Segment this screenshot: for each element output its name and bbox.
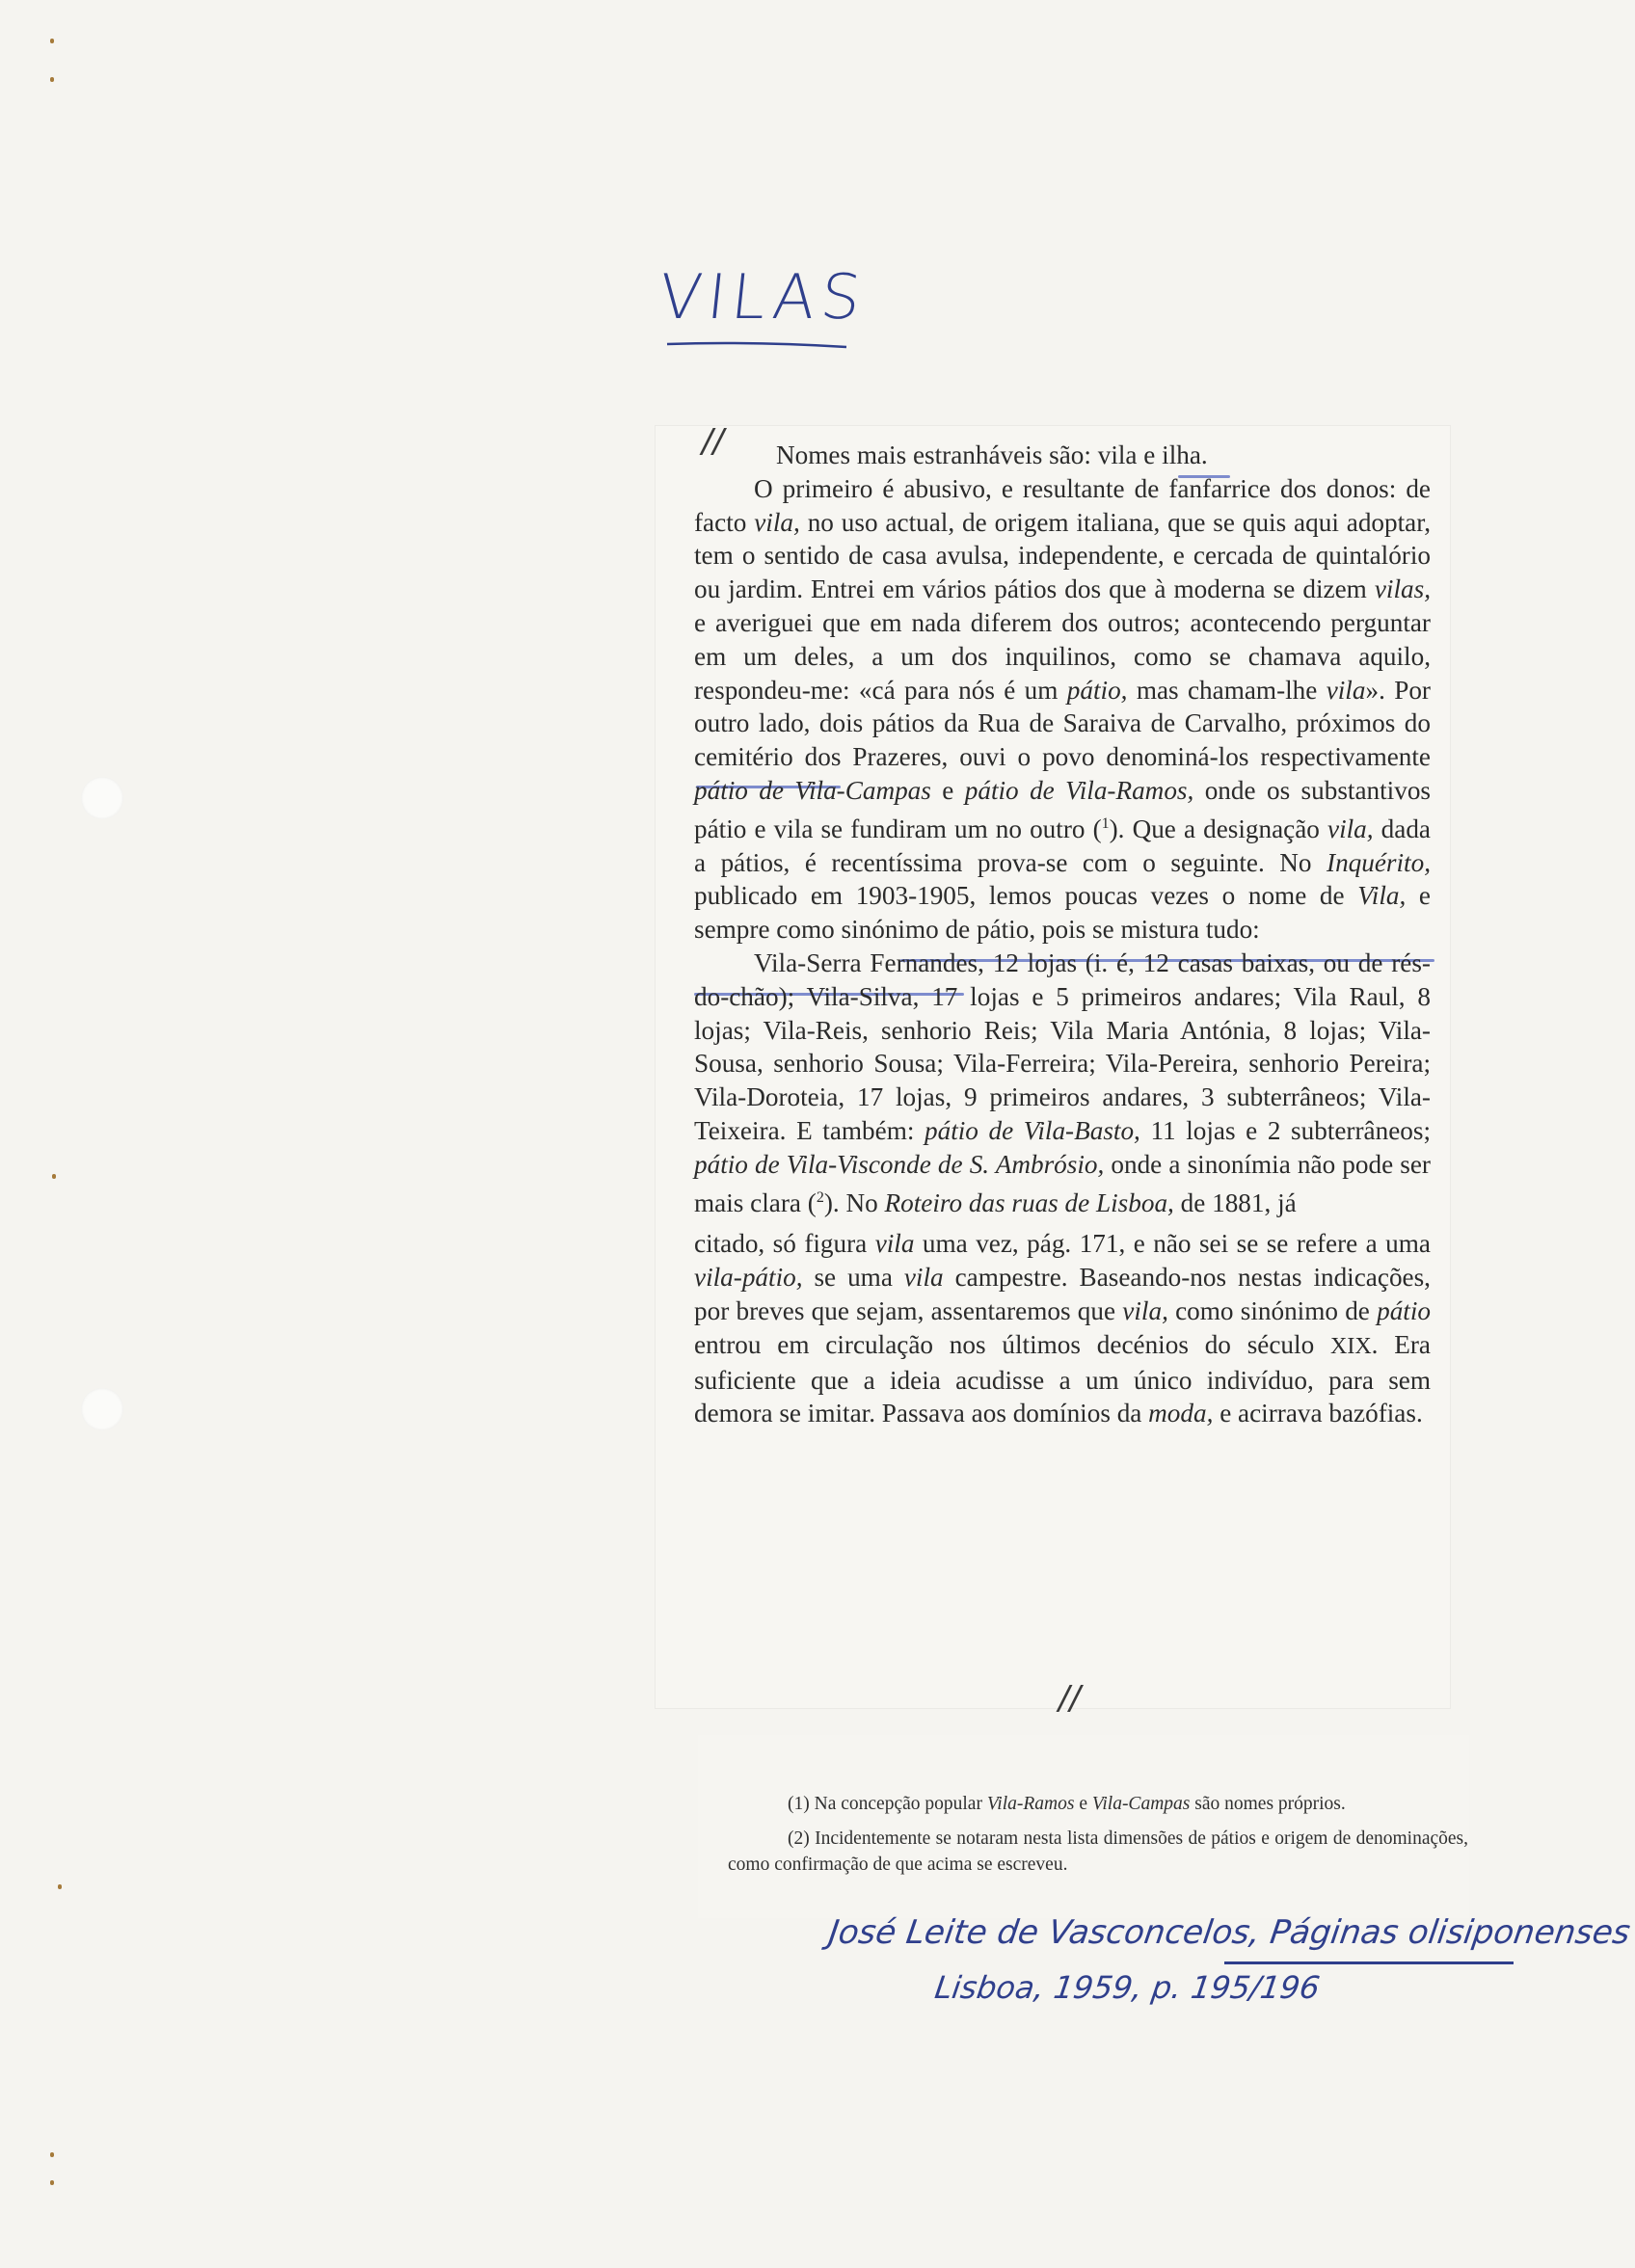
speck: [50, 77, 54, 82]
article-body: [694, 439, 1431, 1430]
footnote-2: (2) Incidentemente se notaram nesta lista dimensões de pátios e origem de denominações, como confirmação de que acima se escreveu.: [728, 1828, 1468, 1875]
punch-hole-bottom: [81, 1388, 123, 1430]
citation-line-2: Lisboa, 1959, p. 195/196: [932, 1969, 1323, 2006]
speck: [50, 39, 54, 43]
paragraph: citado, só figura vila uma vez, pág. 171, e não sei se se refere a uma vila-pátio, se uma vila campestre. Baseando-nos nestas indicações, por breves que sejam, assentaremos que vila, como sinónimo de pátio entrou em circulação nos últimos decénios do século XIX. Era suficiente que a ideia acudisse a um único indivíduo, para sem demora se imitar. Passava aos domínios da moda, e acirrava bazófias.: [694, 1229, 1431, 1428]
paragraph: O primeiro é abusivo, e resultante de fanfarrice dos donos: de facto vila, no uso actual, de origem italiana, que se quis aqui adoptar, tem o sentido de casa avulsa, independente, e cercada de quintalório ou jardim. Entrei em vários pátios dos que à moderna se dizem vilas, e averiguei que em nada diferem dos outros; acontecendo perguntar em um deles, a um dos inquilinos, como se chamava aquilo, respondeu-me: «cá para nós é um pátio, mas chamam-lhe vila». Por outro lado, dois pátios da Rua de Saraiva de Carvalho, próximos do cemitério dos Prazeres, ouvi o povo denominá-los respectivamente pátio de Vila-Campas e pátio de Vila-Ramos, onde os substantivos pátio e vila se fundiram um no outro ($^1$). Que a designação vila, dada a pátios, é recentíssima prova-se com o seguinte. No Inquérito, publicado em 1903-1905, lemos poucas vezes o nome de Vila, e sempre como sinónimo de pátio, pois se mistura tudo:: [694, 473, 1431, 945]
start-mark: //: [702, 422, 724, 461]
speck: [50, 2152, 54, 2157]
paragraph: Vila-Serra Fernandes, 12 lojas (i. é, 12 casas baixas, ou de rés-do-chão); Vila-Silva, 17 lojas e 5 primeiros andares; Vila Raul, 8 lojas; Vila-Reis, senhorio Reis; Vila Maria Antónia, 8 lojas; Vila-Sousa, senhorio Sousa; Vila-Ferreira; Vila-Pereira, senhorio Pereira; Vila-Doroteia, 17 lojas, 9 primeiros andares, 3 subterrâneos; Vila-Teixeira. E também: pátio de Vila-Basto, 11 lojas e 2 subterrâneos; pátio de Vila-Visconde de S. Ambrósio, onde a sinonímia não pode ser mais clara ($^2$). No Roteiro das ruas de Lisboa, de 1881, já: [694, 948, 1431, 1217]
citation-underline: [1224, 1961, 1514, 1964]
footnotes: [728, 1791, 1468, 1886]
punch-hole-top: [81, 777, 123, 819]
speck: [50, 2180, 54, 2185]
citation-line-1: José Leite de Vasconcelos, Páginas olisiponenses: [826, 1913, 1633, 1952]
title-underline: [665, 341, 848, 349]
handwritten-title: VILAS: [656, 262, 871, 334]
speck: [52, 1174, 56, 1179]
paragraph: Nomes mais estranháveis são: vila e ilha.: [776, 440, 1208, 469]
end-mark: //: [1059, 1679, 1081, 1718]
footnote-1: (1) Na concepção popular Vila-Ramos e Vila-Campas são nomes próprios.: [788, 1794, 1346, 1814]
speck: [58, 1884, 62, 1889]
